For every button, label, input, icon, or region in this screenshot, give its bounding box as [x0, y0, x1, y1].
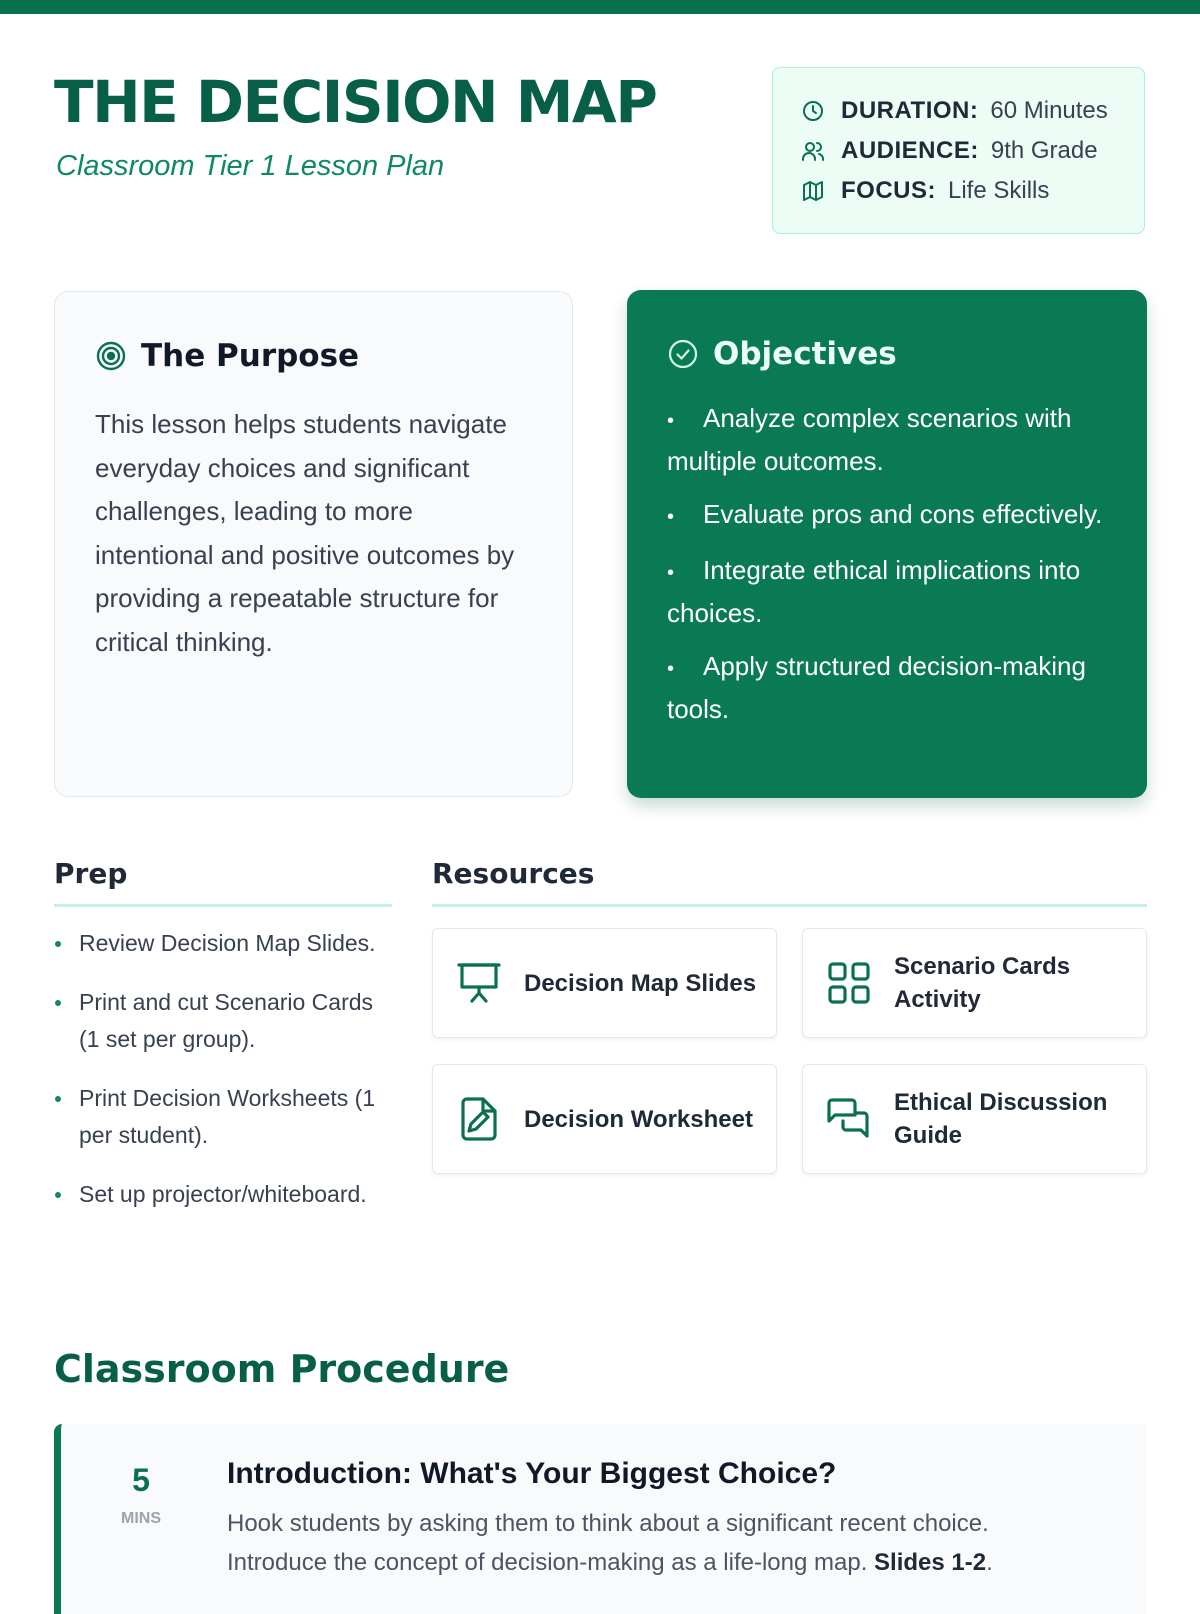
presentation-icon	[455, 959, 503, 1007]
resource-ethical-discussion-guide[interactable]	[802, 1064, 1147, 1174]
page-subtitle: Classroom Tier 1 Lesson Plan	[56, 150, 445, 182]
meta-duration-key: DURATION:	[841, 97, 979, 124]
meta-audience-value: 9th Grade	[990, 137, 1098, 164]
step-slide-reference: Slides 1-2	[874, 1549, 987, 1576]
prep-divider	[54, 904, 392, 907]
objective-item: • Apply structured decision-making tools.	[667, 646, 1107, 729]
purpose-card	[54, 291, 573, 797]
resources-divider	[432, 904, 1147, 907]
prep-heading: Prep	[54, 857, 128, 890]
resource-label: Ethical Discussion Guide	[894, 1089, 1108, 1149]
prep-item: Review Decision Map Slides.	[54, 925, 394, 963]
prep-list	[54, 925, 394, 1234]
page-title: THE DECISION MAP	[54, 68, 657, 136]
chat-bubbles-icon	[825, 1095, 873, 1143]
objectives-header	[667, 334, 897, 374]
check-circle-icon	[667, 338, 699, 370]
lesson-meta-box	[772, 67, 1145, 234]
meta-audience-key: AUDIENCE:	[841, 137, 979, 164]
meta-audience	[801, 135, 1098, 167]
step-minutes-unit: MINS	[121, 1510, 161, 1527]
resource-label: Decision Map Slides	[524, 969, 757, 997]
resource-decision-worksheet[interactable]	[432, 1064, 777, 1174]
objectives-heading: Objectives	[713, 336, 897, 372]
resource-label: Scenario Cards Activity	[894, 953, 1071, 1013]
prep-item: Print Decision Worksheets (1 per student).	[54, 1080, 394, 1155]
objective-item: • Integrate ethical implications into choices.	[667, 550, 1107, 633]
clock-icon	[801, 99, 825, 123]
prep-item: Print and cut Scenario Cards (1 set per group).	[54, 984, 394, 1059]
users-icon	[801, 139, 825, 163]
step-title: Introduction: What's Your Biggest Choice?	[227, 1457, 837, 1490]
resource-scenario-cards[interactable]	[802, 928, 1147, 1038]
meta-duration-value: 60 Minutes	[990, 97, 1108, 124]
objective-item: • Evaluate pros and cons effectively.	[667, 494, 1107, 537]
meta-focus-value: Life Skills	[948, 177, 1050, 204]
target-icon	[95, 340, 127, 372]
step-description-text: Hook students by asking them to think about a significant recent choice. Introduce the concept of decision-making as a life-long map.	[227, 1510, 989, 1576]
purpose-text: This lesson helps students navigate everyday choices and significant challenges, leading to more intentional and positive outcomes by providing a repeatable structure for critical thinking.	[95, 409, 515, 657]
meta-duration	[801, 95, 1108, 127]
file-edit-icon	[455, 1095, 503, 1143]
procedure-step	[54, 1424, 1147, 1614]
objectives-list	[667, 398, 1107, 742]
top-accent-bar	[0, 0, 1200, 14]
objectives-card	[627, 290, 1147, 798]
resource-label: Decision Worksheet	[524, 1105, 753, 1133]
step-description: Hook students by asking them to think about a significant recent choice. Introduce the concept of decision-making as a life-long map. Slides 1-2.	[227, 1510, 993, 1576]
prep-item: Set up projector/whiteboard.	[54, 1176, 394, 1214]
purpose-heading: The Purpose	[141, 338, 360, 374]
procedure-heading: Classroom Procedure	[54, 1347, 510, 1391]
meta-focus-key: FOCUS:	[841, 177, 936, 204]
objective-item: • Analyze complex scenarios with multiple outcomes.	[667, 398, 1107, 481]
map-icon	[801, 179, 825, 203]
meta-focus	[801, 175, 1049, 207]
purpose-header	[95, 336, 359, 376]
grid-icon	[825, 959, 873, 1007]
resource-decision-map-slides[interactable]	[432, 928, 777, 1038]
resources-heading: Resources	[432, 857, 595, 890]
step-minutes: 5	[132, 1462, 150, 1498]
